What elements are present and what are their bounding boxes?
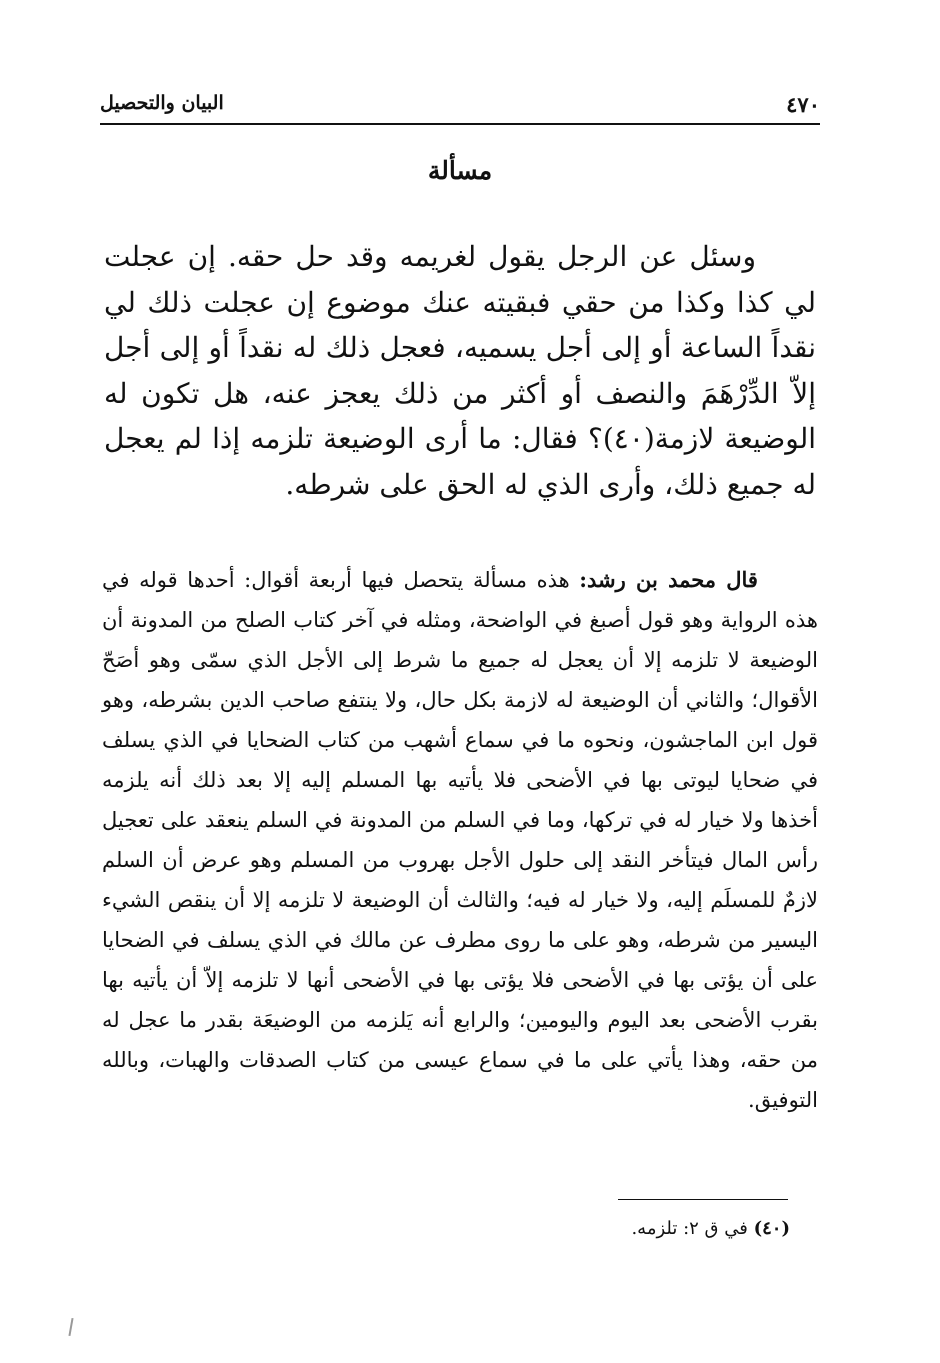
- page-number: ٤٧٠: [786, 92, 820, 117]
- header-divider: [100, 123, 820, 125]
- commentary-text: هذه مسألة يتحصل فيها أربعة أقوال: أحدها قوله في هذه الرواية وهو قول أصبغ في الواضحة، ومثله في آخر كتاب الصلح من المدونة أن الوضيعة لا تلزمه إلا أن يعجل له جميع ما شرط إلى الأجل الذي سمّى وهو أصَحّ الأقوال؛ والثاني أن الوضيعة له لازمة بكل حال، ولا ينتفع صاحب الدين بشرطه، وهو قول ابن الماجشون، ونحوه ما في سماع أشهب من كتاب الضحايا في الذي يسلف في ضحايا ليوتى بها في الأضحى فلا يأتيه بها المسلم إليه إلا بعد ذلك أنه يلزمه أخذها ولا خيار له في تركها، وما في السلم من المدونة في السلم ينعقد على تعجيل رأس المال فيتأخر النقد إلى حلول الأجل بهروب من المسلم وهو عرض أن السلم لازمٌ للمسلَم إليه، ولا خيار له فيه؛ والثالث أن الوضيعة لا تلزمه إلا أن ينقص الشيء اليسير من شرطه، وهو على ما روى مطرف عن مالك في الذي يسلف في الضحايا على أن يؤتى بها في الأضحى فلا يؤتى بها في الأضحى أنها لا تلزمه إلاّ أن يأتيه بها بقرب الأضحى بعد اليوم واليومين؛ والرابع أنه يَلزمه من الوضيعَة بقدر ما عجل له من حقه، وهذا يأتي على ما في سماع عيسى من كتاب الصدقات والهبات، وبالله التوفيق.: [102, 568, 818, 1112]
- question-text: وسئل عن الرجل يقول لغريمه وقد حل حقه. إن عجلت لي كذا وكذا من حقي فبقيته عنك موضوع إن عجلت ذلك لي نقداً الساعة أو إلى أجل يسميه، فعجل ذلك له نقداً أو إلى أجل إلاّ الدِّرْهَمَ والنصف أو أكثر من ذلك يعجز عنه، هل تكون له الوضيعة لازمة(٤٠)؟ فقال: ما أرى الوضيعة تلزمه إذا لم يعجل له جميع ذلك، وأرى الذي له الحق على شرطه.: [104, 240, 816, 501]
- footnote: [100, 1218, 790, 1239]
- section-title: مسألة: [427, 156, 493, 185]
- running-title: البيان والتحصيل: [100, 92, 224, 114]
- commentary-paragraph: [102, 560, 818, 1120]
- scan-speck: [68, 1318, 73, 1336]
- commentary-speaker: قال محمد بن رشد:: [579, 567, 758, 592]
- question-paragraph: [104, 234, 816, 507]
- footnote-text: في ق ٢: تلزمه.: [631, 1218, 748, 1239]
- page-header: [100, 92, 820, 122]
- footnote-divider: [618, 1199, 788, 1200]
- footnote-marker: (٤٠): [753, 1218, 790, 1239]
